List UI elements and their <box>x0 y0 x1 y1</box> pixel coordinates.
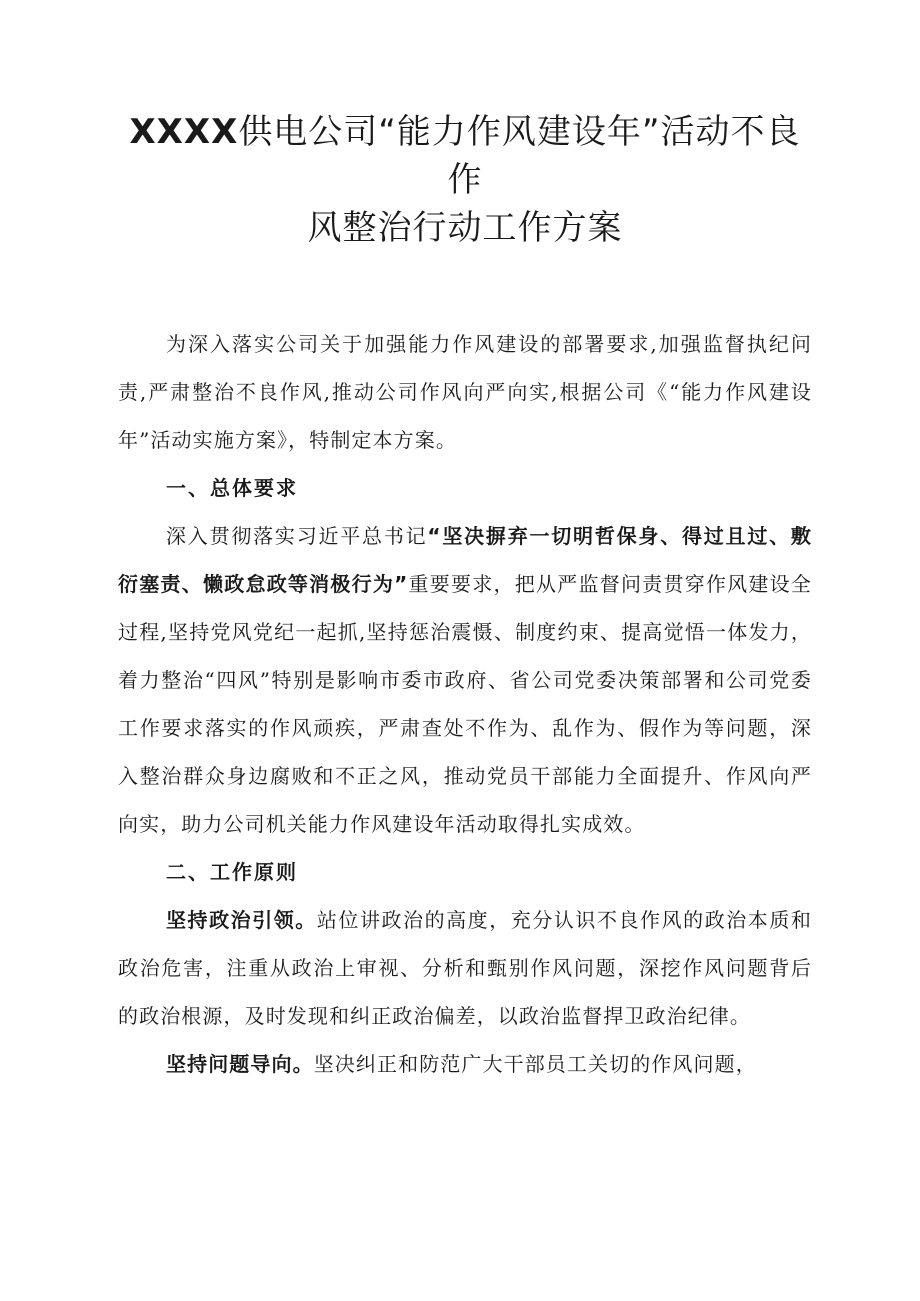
principle-political-paragraph <box>118 896 812 1040</box>
section-1-heading: 一、总体要求 <box>166 476 298 500</box>
section-1-text: 重要要求，把从严监督问责贯穿作风建设全过程,坚持党风党纪一起抓,坚持惩治震慑、制度约束、提高觉悟一体发力，着力整治“四风”特别是影响市委市政府、省公司党委决策部署和公司党委工作要求落实的作风顽疾，严肃查处不作为、乱作为、假作为等问题，深入整治群众身边腐败和不正之风，推动党员干部能力全面提升、作风向严向实，助力公司机关能力作风建设年活动取得扎实成效。 <box>118 572 813 836</box>
title-line-2: 作 <box>447 160 483 200</box>
section-1-lead: 深入贯彻落实习近平总书记 <box>166 524 428 548</box>
principle-problem-title: 坚持问题导向。 <box>166 1052 314 1076</box>
principle-problem-paragraph <box>118 1040 812 1088</box>
principle-political-title: 坚持政治引领。 <box>166 908 317 932</box>
title-spacer <box>118 252 812 320</box>
principle-political-text: 站位讲政治的高度，充分认识不良作风的政治本质和政治危害，注重从政治上审视、分析和甄别作风问题，深挖作风问题背后的政治根源，及时发现和纠正政治偏差，以政治监督捍卫政治纪律。 <box>118 908 812 1028</box>
section-1-quote: “坚决摒弃一切明哲保身、得过且过、敷衍塞责、懒政怠政等消极行为” <box>118 524 812 596</box>
principle-problem-text: 坚决纠正和防范广大干部员工关切的作风问题， <box>313 1052 757 1076</box>
document-title <box>118 108 812 252</box>
section-2-heading: 二、工作原则 <box>166 860 298 884</box>
intro-paragraph: 为深入落实公司关于加强能力作风建设的部署要求,加强监督执纪问责,严肃整治不良作风,推动公司作风向严向实,根据公司《“能力作风建设年”活动实施方案》，特制定本方案。 <box>118 332 812 452</box>
title-line-1 <box>118 108 812 156</box>
section-1-paragraph <box>118 512 812 848</box>
title-line-3: 风整治行动工作方案 <box>307 208 623 248</box>
title-code: XXXX <box>129 112 239 152</box>
title-line-1-text: 供电公司“能力作风建设年”活动不良 <box>238 112 801 152</box>
